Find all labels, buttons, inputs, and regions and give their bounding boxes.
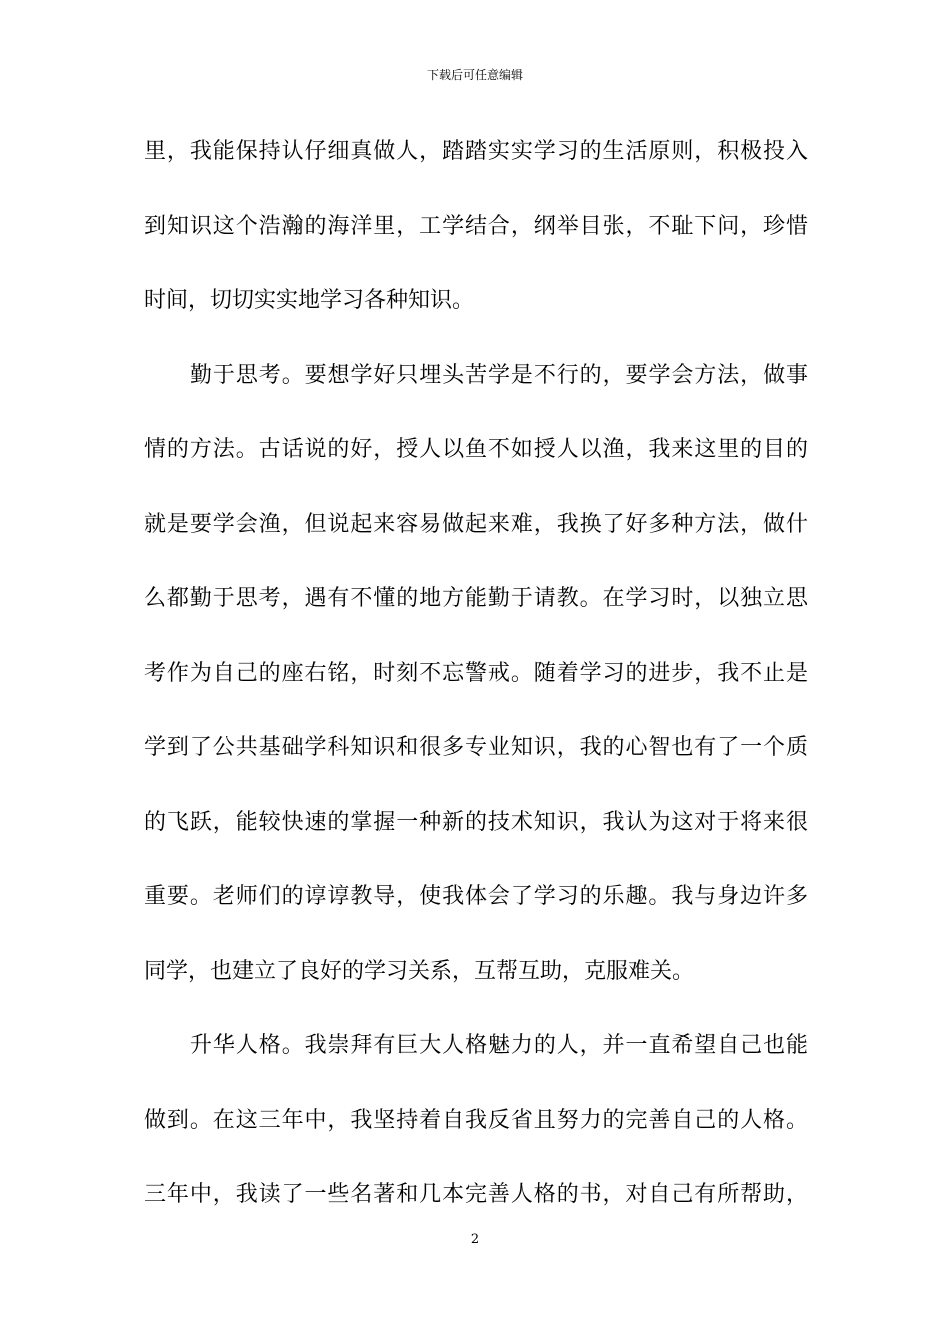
text-line: 升华人格。我崇拜有巨大人格魅力的人，并一直希望自己也能 (190, 1033, 808, 1058)
text-line: 学到了公共基础学科知识和很多专业知识，我的心智也有了一个质 (144, 735, 808, 760)
page-header: 下载后可任意编辑 (426, 68, 523, 82)
text-line: 三年中，我读了一些名著和几本完善人格的书，对自己有所帮助， (144, 1182, 808, 1207)
text-line: 勤于思考。要想学好只埋头苦学是不行的，要学会方法，做事 (190, 362, 808, 388)
text-line: 重要。老师们的谆谆教导，使我体会了学习的乐趣。我与身边许多 (144, 884, 808, 909)
text-line: 里，我能保持认仔细真做人，踏踏实实学习的生活原则，积极投入 (144, 139, 808, 164)
text-line: 么都勤于思考，遇有不懂的地方能勤于请教。在学习时，以独立思 (144, 586, 808, 611)
text-line: 同学，也建立了良好的学习关系，互帮互助，克服难关。 (144, 958, 695, 984)
text-line: 的飞跃，能较快速的掌握一种新的技术知识，我认为这对于将来很 (144, 809, 808, 835)
text-line: 做到。在这三年中，我坚持着自我反省且努力的完善自己的人格。 (144, 1107, 808, 1133)
text-line: 到知识这个浩瀚的海洋里，工学结合，纲举目张，不耻下问，珍惜 (144, 213, 808, 239)
text-line: 就是要学会渔，但说起来容易做起来难，我换了好多种方法，做什 (144, 511, 808, 537)
text-line: 情的方法。古话说的好，授人以鱼不如授人以渔，我来这里的目的 (144, 437, 808, 462)
text-line: 考作为自己的座右铭，时刻不忘警戒。随着学习的进步，我不止是 (144, 660, 808, 686)
page-number: 2 (470, 1232, 480, 1247)
body-text (144, 130, 808, 1248)
text-line: 时间，切切实实地学习各种知识。 (144, 288, 475, 313)
